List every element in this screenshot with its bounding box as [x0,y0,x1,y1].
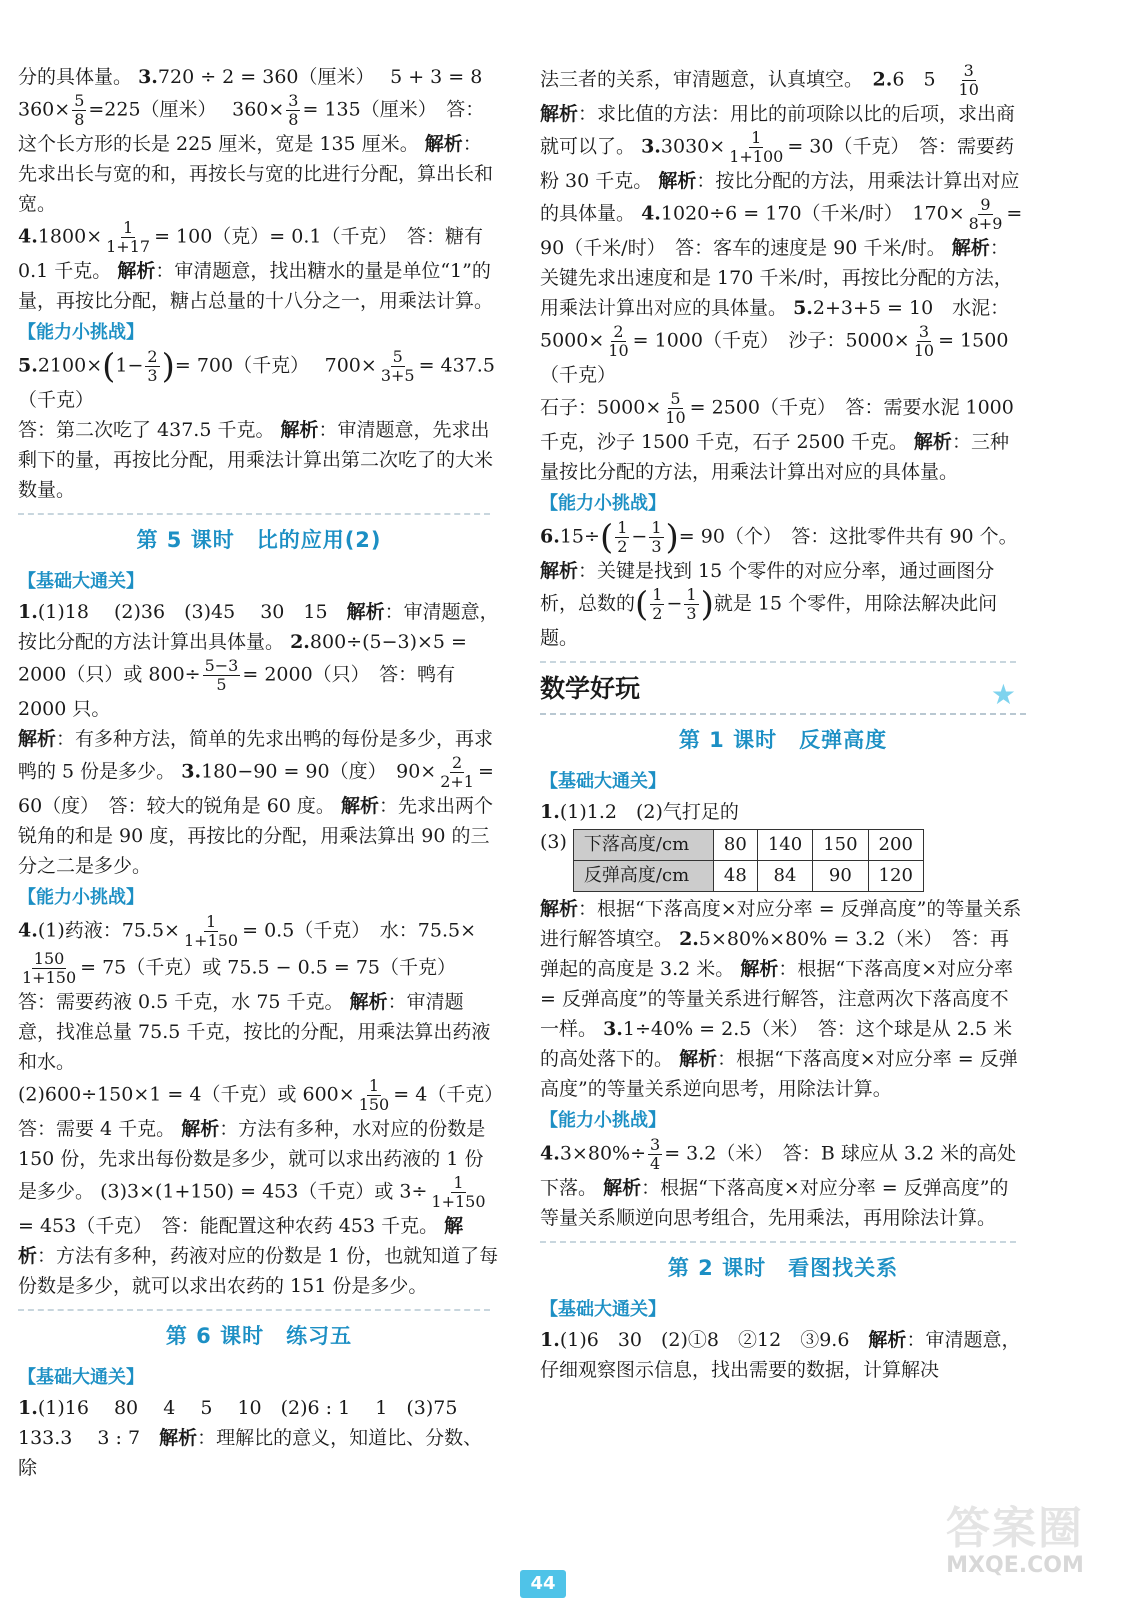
analysis-label: 解析 [424,133,463,155]
bounce-table [573,829,924,892]
answer-block [18,912,513,1301]
denominator: 2+1 [440,772,474,791]
question-number: 3. [603,1018,623,1040]
question-number: 3. [138,66,158,88]
text: ：根据“下落高度×对应分率 = 反弹高度”的等量关系进行解答，注意两次下落高度不一样。 [540,958,1013,1040]
question-number: 5. [18,354,38,377]
left-column [18,62,513,1483]
watermark-logo [920,1505,1110,1595]
analysis-label: 解析 [280,419,319,441]
text: ：方法有多种，水对应的份数是 150 份，先求出每份数是多少，就可以求出药液的 1 份是多少。 [18,1118,486,1203]
text: ：方法有多种，药液对应的份数是 1 份，也就知道了每份数是多少，就可以求出农药的 151 份是多少。 [18,1245,499,1297]
table-cell: 200 [868,830,923,861]
table-row-wrapper [540,827,1026,894]
denominator: 8+9 [968,214,1003,233]
fraction [438,754,476,791]
denominator: 1+100 [729,147,784,166]
lesson-heading [18,1319,500,1353]
text: ：关键是找到 15 个零件的对应分率，通过画图分析，总数的 [540,560,995,615]
numerator: 1 [751,128,762,147]
section-tag: 【基础大通关】 [18,571,144,592]
analysis-label: 解析 [540,898,579,920]
numerator: 2 [451,753,463,772]
table-cell: 120 [868,861,923,892]
fraction [663,390,687,427]
numerator: 3 [650,1135,661,1154]
lesson-number: 第 1 课时 [678,728,778,752]
text: 3×80%÷ [559,1142,647,1165]
text: = 100（克）= 0.1（千克） 答：糖有 0.1 千克。 [18,225,483,282]
denominator: 3+5 [380,366,415,385]
text: (1)药液：75.5× [37,919,180,942]
text: (1)18 (2)36 (3)45 30 15 [37,601,347,623]
question-number: 4. [18,225,38,248]
text: 15÷ [559,525,600,548]
numerator: 1 [651,518,662,537]
star-icon: ★ [990,678,1016,711]
fraction [20,950,78,987]
table-header-cell: 下落高度/cm [573,830,713,861]
table-cell: 90 [813,861,868,892]
question-number: 4. [540,1142,560,1165]
text: 就是 15 个零件，用除法解决此问题。 [540,592,998,649]
text: = 0.5（千克） 水：75.5× [242,919,477,942]
answer-block [18,62,500,316]
answer-block [540,1136,1026,1233]
text: ：审清题意，找出糖水的量是单位“1”的量，再按比分配，糖占总量的十八分之一，用乘法计算。 [18,260,494,312]
fraction [615,519,629,556]
answer-block [540,62,1026,487]
text: 分的具体量。 [18,66,133,88]
paren: ) [161,346,175,387]
text: = 1000（千克） 沙子：5000× [632,329,910,352]
fraction [650,586,664,623]
answer-block [18,1393,500,1483]
section-title: 数学好玩 [540,674,641,703]
analysis-label: 解析 [159,1427,198,1449]
table-row [573,830,923,861]
paren: ( [635,584,649,625]
lesson-title: 看图找关系 [788,1256,899,1280]
analysis-label: 解析 [18,1215,464,1267]
fraction [727,129,785,166]
text: 1800× [37,225,103,248]
analysis-label: 解析 [658,170,697,192]
table-cell: 140 [757,830,812,861]
lesson-title: 反弹高度 [799,728,888,752]
fraction [182,913,240,950]
denominator: 1+150 [431,1192,486,1211]
question-number: 5. [793,297,813,319]
text: ：先求出长与宽的和，再按长与宽的比进行分配，算出长和宽。 [18,133,494,215]
minus-sign: − [631,525,648,548]
text: = 90（个） 答：这批零件共有 90 个。 [678,525,1018,548]
text: 6 5 [892,68,955,91]
denominator: 150 [358,1095,390,1114]
question-number: 1. [540,801,560,823]
table-cell: 80 [713,830,757,861]
paren: ( [102,346,116,387]
denominator: 8 [74,110,85,129]
text: ：审清题意，仔细观察图示信息，找出需要的数据，计算解决 [540,1329,1021,1381]
fraction [684,586,698,623]
text: = 90（千米/时） 答：客车的速度是 90 千米/时。 [540,202,1023,259]
lesson-number: 第 2 课时 [667,1256,767,1280]
section-tag: 【基础大通关】 [540,1299,666,1320]
fraction [429,1174,487,1211]
text: 答：第二次吃了 437.5 千克。 [18,419,275,441]
question-number: 3. [181,760,202,783]
numerator: 1 [368,1076,380,1095]
text: ：根据“下落高度×对应分率 = 反弹高度”的等量关系进行解答填空。 [540,898,1022,950]
text: 3030× [660,135,726,158]
text: =225（厘米） 360× [88,98,285,121]
analysis-label: 解析 [740,958,779,980]
text: = 3.2（米） 答：B 球应从 3.2 米的高处下落。 [540,1142,1017,1199]
fraction [648,1136,662,1173]
text: (2)600÷150×1 = 4（千克）或 600× [18,1083,355,1106]
divider [540,661,1016,663]
lesson-number: 第 6 课时 [165,1324,265,1348]
text: = 1500（千克） [540,329,1009,386]
numerator: 1 [686,585,697,604]
text: 2100× [37,354,103,377]
text: = 135（厘米） 答：这个长方形的长是 225 厘米，宽是 135 厘米。 [18,98,485,155]
section-heading [540,671,1026,715]
answer-block [18,348,500,505]
denominator: 1+150 [183,931,239,950]
analysis-label: 解析 [679,1048,718,1070]
paren: ) [700,584,714,625]
text: ：三种量按比分配的方法，用乘法计算出对应的具体量。 [540,431,1009,483]
analysis-label: 解析 [913,431,952,453]
analysis-label: 解析 [18,728,57,750]
text: ：关键先求出速度和是 170 千米/时，再按比分配的方法，用乘法计算出对应的具体量。 [540,237,1013,319]
text: = 75（千克）或 75.5 − 0.5 = 75（千克） 答：需要药液 0.5 千克，水 75 千克。 [18,956,466,1013]
table-cell: 150 [813,830,868,861]
text: ：根据“下落高度×对应分率 = 反弹高度”的等量关系顺逆向思考组合，先用乘法，再用除法计算。 [540,1177,1009,1229]
denominator: 4 [650,1154,661,1173]
denominator: 3 [686,604,697,623]
fraction [379,348,417,385]
divider [540,1241,1016,1243]
text: ：根据“下落高度×对应分率 = 反弹高度”的等量关系逆向思考，用除法计算。 [540,1048,1018,1100]
denominator: 10 [913,341,935,360]
lesson-title: 比的应用(2) [256,528,382,552]
fraction [967,196,1005,233]
text: = 4（千克） 答：需要 4 千克。 [18,1083,513,1140]
fraction [606,323,630,360]
analysis-label: 解析 [117,260,156,282]
text: ：有多种方法，简单的先求出鸭的每份是多少，再求鸭的 5 份是多少。 [18,728,494,783]
numerator: 5 [670,389,681,408]
text: ：按比分配的方法，用乘法计算出对应的具体量。 [540,170,1020,225]
denominator: 3 [651,537,662,556]
lesson-heading [18,523,500,557]
denominator: 10 [958,80,979,99]
numerator: 2 [613,322,624,341]
question-number: 6. [540,525,560,548]
section-tag: 【能力小挑战】 [18,887,144,908]
numerator: 1 [205,912,217,931]
text: = 2000（只） 答：鸭有 2000 只。 [18,663,456,720]
answer-block [540,894,1026,1104]
fraction [649,519,663,556]
divider [18,1309,490,1311]
fraction [145,348,159,385]
question-number: 3. [641,135,661,158]
question-number: 1. [18,601,38,623]
text: 石子：5000× [540,396,662,419]
watermark-url: MXQE.COM [946,1553,1084,1578]
numerator: 150 [33,949,65,968]
text: ：理解比的意义，知道比、分数、除 [18,1427,483,1479]
fraction [72,92,86,129]
text: (3) [540,831,567,853]
text: (1)6 30 (2)①8 ②12 ③9.6 [559,1329,869,1351]
text: = 60（度） 答：较大的锐角是 60 度。 [18,760,494,817]
answer-block [18,597,500,881]
text: 1− [115,354,144,377]
lesson-heading [540,723,1026,757]
denominator: 10 [665,408,686,427]
numerator: 9 [980,195,991,214]
section-tag: 【基础大通关】 [540,771,666,792]
text: ：先求出两个锐角的和是 90 度，再按比的分配，用乘法算出 90 的三分之二是多少。 [18,795,494,877]
numerator: 1 [652,585,663,604]
text: 800÷(5−3)×5 = 2000（只）或 800÷ [18,631,467,686]
fraction [286,92,300,129]
denominator: 1+17 [106,237,151,256]
answer-block [540,797,1026,827]
denominator: 1+150 [22,968,77,987]
table-cell: 48 [713,861,757,892]
text: = 437.5（千克） [18,354,495,411]
numerator: 5−3 [204,656,239,675]
question-number: 2. [679,928,699,950]
table-row [573,861,923,892]
analysis-label: 解析 [540,103,579,125]
lesson-number: 第 5 课时 [136,528,235,552]
fraction [104,219,152,256]
text: ：求比值的方法：用比的前项除以比的后项，求出商就可以了。 [540,103,1016,158]
fraction [957,62,981,99]
analysis-label: 解析 [340,795,379,817]
denominator: 10 [608,341,629,360]
analysis-label: 解析 [540,560,579,582]
text: 5×80%×80% = 3.2（米） 答：再弹起的高度是 3.2 米。 [540,928,1010,980]
fraction [203,657,241,694]
text: 360× [18,98,71,121]
analysis-label: 解析 [181,1118,220,1140]
numerator: 5 [74,91,85,110]
fraction [912,323,936,360]
numerator: 1 [123,218,134,237]
numerator: 3 [963,61,974,80]
paren: ( [599,517,614,558]
question-number: 2. [872,68,893,91]
section-tag: 【能力小挑战】 [540,493,666,514]
numerator: 3 [288,91,299,110]
text: (3)3×(1+150) = 453（千克）或 3÷ [100,1180,428,1203]
numerator: 2 [147,347,158,366]
lesson-heading [540,1251,1026,1285]
text: 1020÷6 = 170（千米/时） 170× [660,202,965,225]
question-number: 1. [540,1329,560,1351]
denominator: 3 [147,366,158,385]
fraction [357,1077,392,1114]
denominator: 8 [288,110,299,129]
numerator: 1 [617,518,628,537]
text: 180−90 = 90（度） 90× [201,760,437,783]
analysis-label: 解析 [346,601,385,623]
text: (1)1.2 (2)气打足的 [559,801,739,823]
question-number: 4. [641,202,661,225]
denominator: 5 [216,675,227,694]
answer-block [540,1325,1026,1385]
text: 法三者的关系，审清题意，认真填空。 [540,68,873,91]
table-header-cell: 反弹高度/cm [573,861,713,892]
text: = 700（千克） 700× [174,354,377,377]
question-number: 2. [290,631,310,653]
right-column [540,62,1026,1385]
section-tag: 【基础大通关】 [18,1367,144,1388]
text: ：审清题意，先求出剩下的量，再按比分配，用乘法计算出第二次吃了的大米数量。 [18,419,494,501]
text: 2+3+5 = 10 水泥：5000× [540,297,1010,352]
section-tag: 【能力小挑战】 [540,1110,666,1131]
analysis-label: 解析 [349,991,388,1013]
minus-sign: − [666,592,683,615]
text: 1÷40% = 2.5（米） 答：这个球是从 2.5 米的高处落下的。 [540,1018,1013,1070]
analysis-label: 解析 [951,237,990,259]
paren: ) [665,517,679,558]
section-tag: 【能力小挑战】 [18,322,144,343]
denominator: 2 [652,604,663,623]
text: = 453（千克） 答：能配置这种农药 453 千克。 [18,1215,439,1237]
text: ：审清题意，按比分配的方法计算出具体量。 [18,601,499,653]
text: = 30（千克） 答：需要药粉 30 千克。 [540,135,1014,192]
text: (1)16 80 4 5 10 (2)6 : 1 1 (3)75 133.3 3 : 7 [18,1397,483,1449]
numerator: 1 [453,1173,464,1192]
table-cell: 84 [757,861,812,892]
text: 720 ÷ 2 = 360（厘米） 5 + 3 = 8 [157,66,483,88]
answer-block [540,519,1026,653]
denominator: 2 [617,537,628,556]
question-number: 4. [18,919,38,942]
question-number: 1. [18,1397,38,1419]
numerator: 3 [918,322,929,341]
lesson-title: 练习五 [286,1324,353,1348]
divider [18,513,490,515]
analysis-label: 解析 [603,1177,642,1199]
page-number: 44 [520,1570,566,1598]
numerator: 5 [392,347,403,366]
analysis-label: 解析 [868,1329,907,1351]
text: = 2500（千克） 答：需要水泥 1000 千克，沙子 1500 千克，石子 2500 千克。 [540,396,1014,453]
watermark-text: 答案圈 [946,1503,1084,1554]
text: ：审清题意，找准总量 75.5 千克，按比的分配，用乘法算出药液和水。 [18,991,491,1073]
